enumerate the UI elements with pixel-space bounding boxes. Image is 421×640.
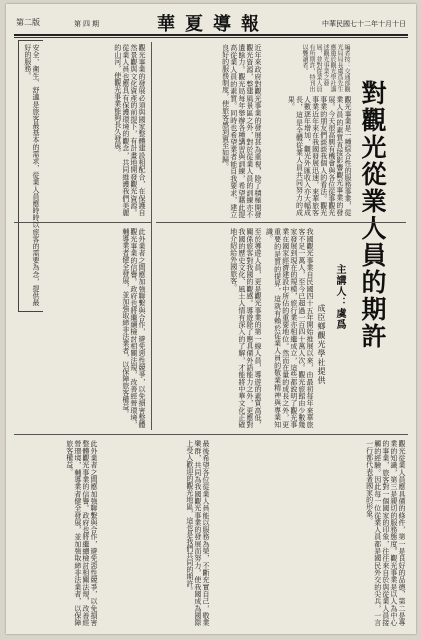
- text-column-mid-bottom: 至於導遊人員，更是觀光事業的第一線人員，導遊的素質高低，關係旅客對我國的觀感。導遊除了應具備外語能力之外，更應對我國的歷史文化、風土人情有深入的了解，才能將中華文化正確地介紹給外國旅客。: [229, 228, 262, 428]
- text-column-right-bottom: 觀光從業人員應具備的條件，第一是良好的品德，第二是專業的知識，第三是親切的服務態度。觀光事業是以人為中心的事業，旅客對一個國家的印象，往往來自於與從業人員接觸的經驗。因此每一位從業人員都是國民外交的尖兵，一言一行都代表著國家的形象。: [365, 440, 406, 626]
- editor-note: 編者按：交通部觀光局局長虞爲先生應邀於觀光學社講述觀光事業之發展，並對從業人員有所期許，特刊出以饗讀者。: [301, 44, 350, 92]
- issue-label: 第四期: [74, 20, 101, 28]
- article-source: 成臣鄉觀光學社提供: [317, 304, 326, 385]
- article-title: 對觀光從業人員的期許: [358, 80, 387, 350]
- masthead: [14, 10, 408, 36]
- text-column-center-bottom: 最後希望各位從業人員能以服務為榮，不斷充實自己，敬業樂群，共同為我國觀光事業的發展而努力，使我國成為國際上受人歡迎的觀光地區，這也是我們共同的期許。: [185, 440, 210, 626]
- issue-date: 中華民國七十二年十月十日: [322, 20, 406, 28]
- text-column-left-bottom: 此外業者之間應加強聯繫與合作，避免惡性競爭，以免損害整體觀光事業的信譽。政府也將繼續檢討相關法規，改善經營環境，輔導業者健全發展，並加強取締非法業者，以保障旅客權益。: [65, 440, 98, 626]
- text-column-mid-top: 近年來政府對觀光事業的發展甚為重視，除了積極開發觀光資源，整建風景區之外，對於從業人員的訓練亦不遺餘力。觀光局每年舉辦各種講習與訓練，希望藉此提高從業人員的素質。同時也希望業者能自我要求，建立良好的服務制度，使旅客感到賓至如歸。: [221, 44, 262, 218]
- text-column-left-mid: 此外業者之間應加強聯繫與合作，避免惡性競爭，以免損害整體觀光事業的信譽。政府也將繼續檢討相關法規，改善經營環境，輔導業者健全發展，並加強取締非法業者，以保障旅客權益。: [121, 228, 146, 428]
- section-divider: [14, 434, 408, 435]
- newspaper-title: 華夏導報: [157, 14, 269, 35]
- header-rule: [14, 37, 408, 38]
- text-column-far-left: 安全、衛生、舒適是旅客最基本的需求，從業人員應時時以旅客的需要為念，提供最好的服務。: [23, 44, 40, 306]
- section-divider: [156, 222, 406, 223]
- page-label: 第二版: [16, 18, 40, 27]
- newspaper-page: [6, 4, 416, 634]
- text-column-right-mid: 我國觀光事業自民國四十五年開始推展以來，由最初每年來華旅客不足一萬人，至今已超過一百四十萬人次。觀光旅館由少數幾家發展到現在的規模，旅行業亦相繼成立，這些都說明了觀光事業在國家經濟建設中所佔的重要地位。然而在量的成長之外，更重要的是質的提昇，這就有賴於從業人員的敬業精神與專業知識。: [265, 228, 314, 428]
- column-rule: [151, 42, 152, 430]
- text-column-right-top: 觀光事業是一種綜合性的服務事業，從業人員的素質直接影響觀光事業的發展。今天很高興有機會與各位從事觀光事業的朋友們談談我個人的看法。觀光事業近年來在我國發展迅速，來華旅客人數逐年增加，觀光外匯收入亦大幅成長，這是全體從業人員共同努力的成果。: [287, 96, 352, 216]
- text-column-left-top: 觀光事業的發展必須與國家整體建設相配合，在保護自然景觀與文化資產的前提下，有計畫地開發觀光資源。從業人員也應具有保護環境的觀念，共同維護我們美麗的山河，使觀光事業能夠長久發展。: [113, 44, 146, 216]
- article-speaker: 主講人：虞爲: [334, 264, 345, 330]
